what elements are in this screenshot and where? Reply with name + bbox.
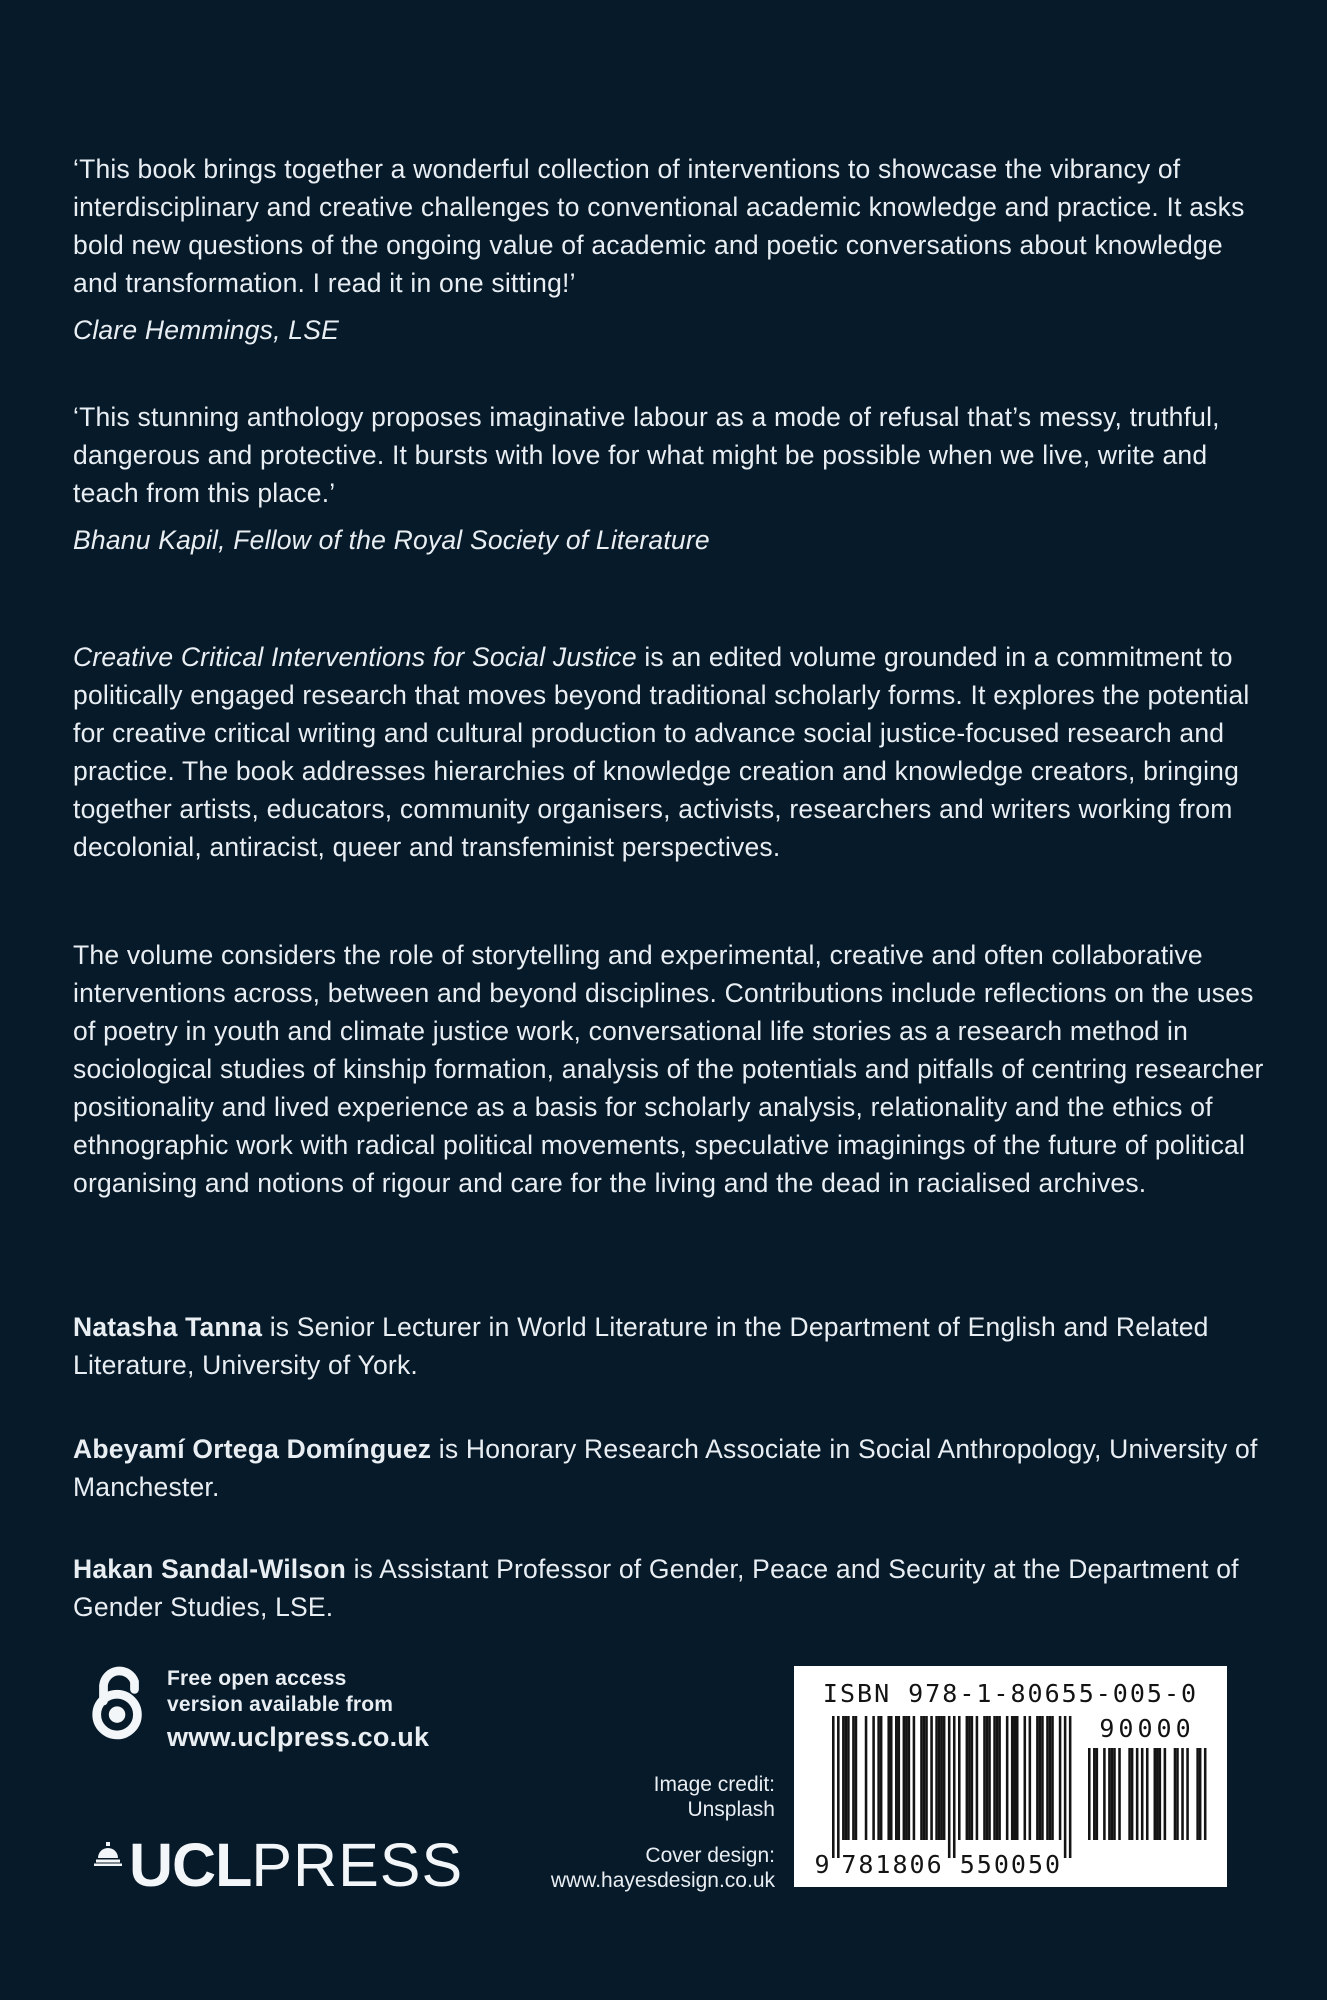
blurb-paragraph-1 [73, 638, 1268, 866]
editor-3-name: Hakan Sandal-Wilson [73, 1554, 347, 1584]
review-quote-1-attribution: Clare Hemmings, LSE [73, 315, 339, 345]
svg-text:9: 9 [816, 1850, 832, 1876]
editor-bio-2 [73, 1430, 1268, 1506]
cover-design-label: Cover design: [645, 1844, 775, 1867]
review-quote-1 [73, 150, 1268, 349]
blurb-paragraph-2-text: The volume considers the role of storytelling and experimental, creative and often collaborative interventions across, between and beyond disciplines. Contributions include reflections on the uses of poetry in youth and climate justice work, conversational life stories as a research method in sociological studies of kinship formation, analysis of the potentials and pitfalls of centring researcher positionality and lived experience as a basis for scholarly analysis, relationality and the ethics of ethnographic work with radical political movements, speculative imaginings of the future of political organising and notions of rigour and care for the living and the dead in racialised archives. [73, 940, 1264, 1198]
open-access-line-2: version available from [167, 1693, 394, 1716]
blurb-paragraph-2 [73, 936, 1268, 1202]
open-access-url: www.uclpress.co.uk [167, 1722, 430, 1752]
ucl-dome-icon [94, 1836, 129, 1866]
credits-block [455, 1772, 775, 1893]
editor-2-name: Abeyamí Ortega Domínguez [73, 1434, 432, 1464]
ucl-logo-text-light: PRESS [251, 1831, 464, 1899]
ucl-press-logo [94, 1831, 464, 1899]
svg-text:781806: 781806 [841, 1850, 944, 1876]
open-access-block [88, 1664, 429, 1753]
ean13-barcode [816, 1716, 1072, 1881]
editor-bio-3 [73, 1550, 1268, 1626]
blurb-paragraph-1-text: is an edited volume grounded in a commitment to politically engaged research that moves beyond traditional scholarly forms. It explores the potential for creative critical writing and cultural production to advance social justice-focused research and practice. The book addresses hierarchies of knowledge creation and knowledge creators, bringing together artists, educators, community organisers, activists, researchers and writers working from decolonial, antiracist, queer and transfeminist perspectives. [73, 642, 1250, 862]
cover-design-value: www.hayesdesign.co.uk [550, 1869, 775, 1892]
image-credit-label: Image credit: [653, 1773, 775, 1796]
review-quote-2 [73, 398, 1268, 559]
isbn-number-label: ISBN 978-1-80655-005-0 [822, 1679, 1199, 1708]
review-quote-2-text: ‘This stunning anthology proposes imaginative labour as a mode of refusal that’s messy, truthful, dangerous and protective. It bursts with love for what might be possible when we live, write and teach from this place.’ [73, 402, 1220, 508]
editor-2-bio-text: is Honorary Research Associate in Social Anthropology, University of Manchester. [73, 1434, 1258, 1502]
barcode-price-code: 90000 [1099, 1714, 1195, 1743]
ean5-addon-barcode [1086, 1748, 1208, 1840]
editor-1-bio-text: is Senior Lecturer in World Literature in the Department of English and Related Literature, University of York. [73, 1312, 1209, 1380]
review-quote-2-attribution: Bhanu Kapil, Fellow of the Royal Society of Literature [73, 525, 710, 555]
image-credit-value: Unsplash [687, 1798, 775, 1821]
isbn-barcode-panel [794, 1666, 1227, 1887]
editor-bio-1 [73, 1308, 1268, 1384]
ucl-logo-text-bold: UCL [129, 1831, 252, 1899]
open-access-line-1: Free open access [167, 1667, 347, 1690]
editor-3-bio-text: is Assistant Professor of Gender, Peace and Security at the Department of Gender Studies, LSE. [73, 1554, 1239, 1622]
review-quote-1-text: ‘This book brings together a wonderful collection of interventions to showcase the vibrancy of interdisciplinary and creative challenges to conventional academic knowledge and practice. It asks bold new questions of the ongoing value of academic and poetic conversations about knowledge and transformation. I read it in one sitting!’ [73, 154, 1245, 298]
open-access-lock-icon [88, 1664, 150, 1740]
book-title-italic: Creative Critical Interventions for Social Justice [73, 642, 637, 672]
editor-1-name: Natasha Tanna [73, 1312, 263, 1342]
svg-text:550050: 550050 [959, 1850, 1063, 1876]
